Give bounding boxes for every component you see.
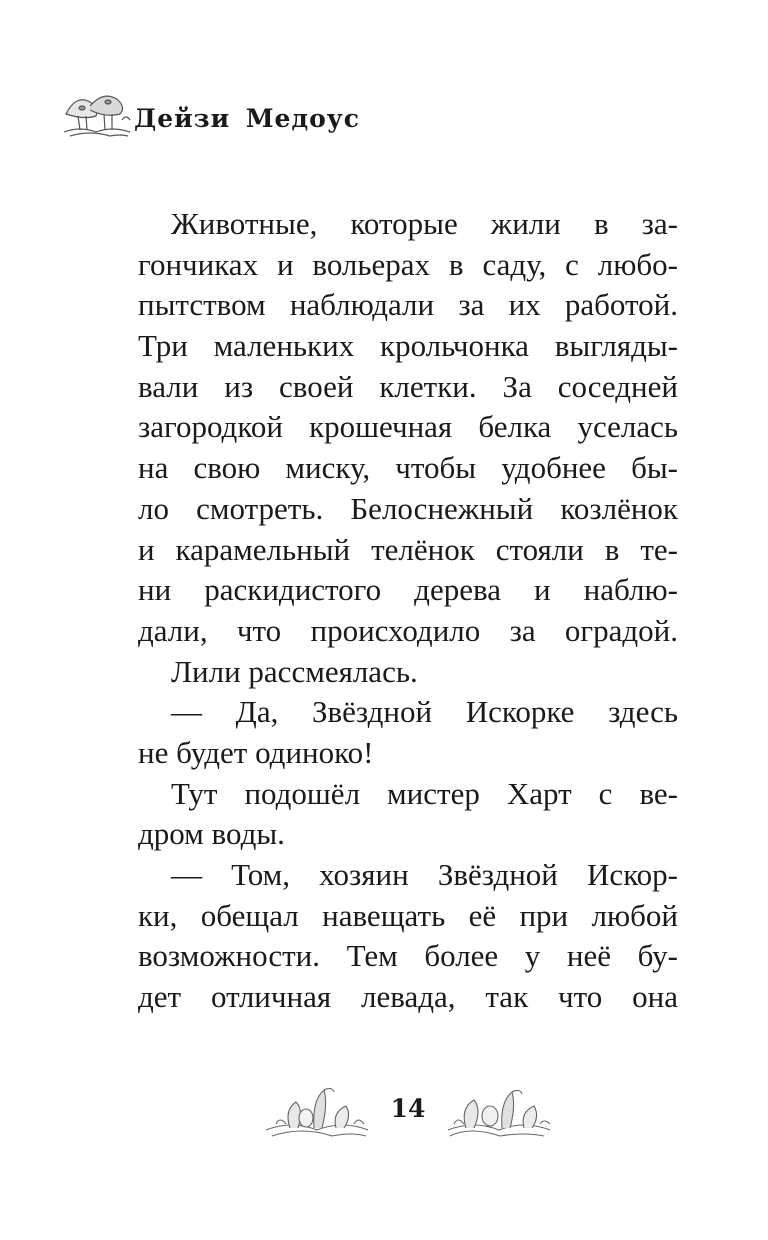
- text-line: пытством наблюдали за их работой.: [138, 287, 678, 323]
- text-line: не будет одиноко!: [138, 734, 374, 770]
- text-line: ни раскидистого дерева и наблю-: [138, 572, 678, 608]
- floral-ornament-icon: [262, 1080, 372, 1140]
- floral-ornament-icon: [444, 1080, 554, 1140]
- text-line: Животные, которые жили в за-: [171, 206, 678, 241]
- page-footer: [0, 1072, 768, 1142]
- text-line: Тут подошёл мистер Харт с ве-: [171, 775, 678, 811]
- book-author: Дейзи Медоус: [134, 103, 361, 133]
- text-line: ло смотреть. Белоснежный козлёнок: [138, 490, 678, 526]
- text-line: — Том, хозяин Звёздной Искор-: [171, 857, 678, 892]
- text-line: Лили рассмеялась.: [171, 653, 418, 689]
- text-line: ки, обещал навещать её при любой: [138, 897, 678, 933]
- text-line: загородкой крошечная белка уселась: [138, 409, 678, 445]
- text-line: вали из своей клетки. За соседней: [138, 368, 678, 404]
- mushroom-ornament-icon: [60, 84, 132, 140]
- text-line: дром воды.: [138, 816, 285, 852]
- text-line: и карамельный телёнок стояли в те-: [138, 531, 678, 567]
- text-line: возможности. Тем более у неё бу-: [138, 938, 678, 974]
- text-line: на свою миску, чтобы удобнее бы-: [138, 450, 678, 486]
- page-body-text: [138, 204, 678, 1018]
- page-number: 14: [390, 1094, 426, 1123]
- running-header: [60, 82, 360, 142]
- text-line: дали, что происходило за оградой.: [138, 612, 678, 648]
- text-line: Три маленьких крольчонка выгляды-: [138, 328, 678, 364]
- text-line: гончиках и вольерах в саду, с любо-: [138, 246, 678, 282]
- text-line: — Да, Звёздной Искорке здесь: [171, 694, 678, 730]
- text-line: дет отличная левада, так что она: [138, 979, 678, 1015]
